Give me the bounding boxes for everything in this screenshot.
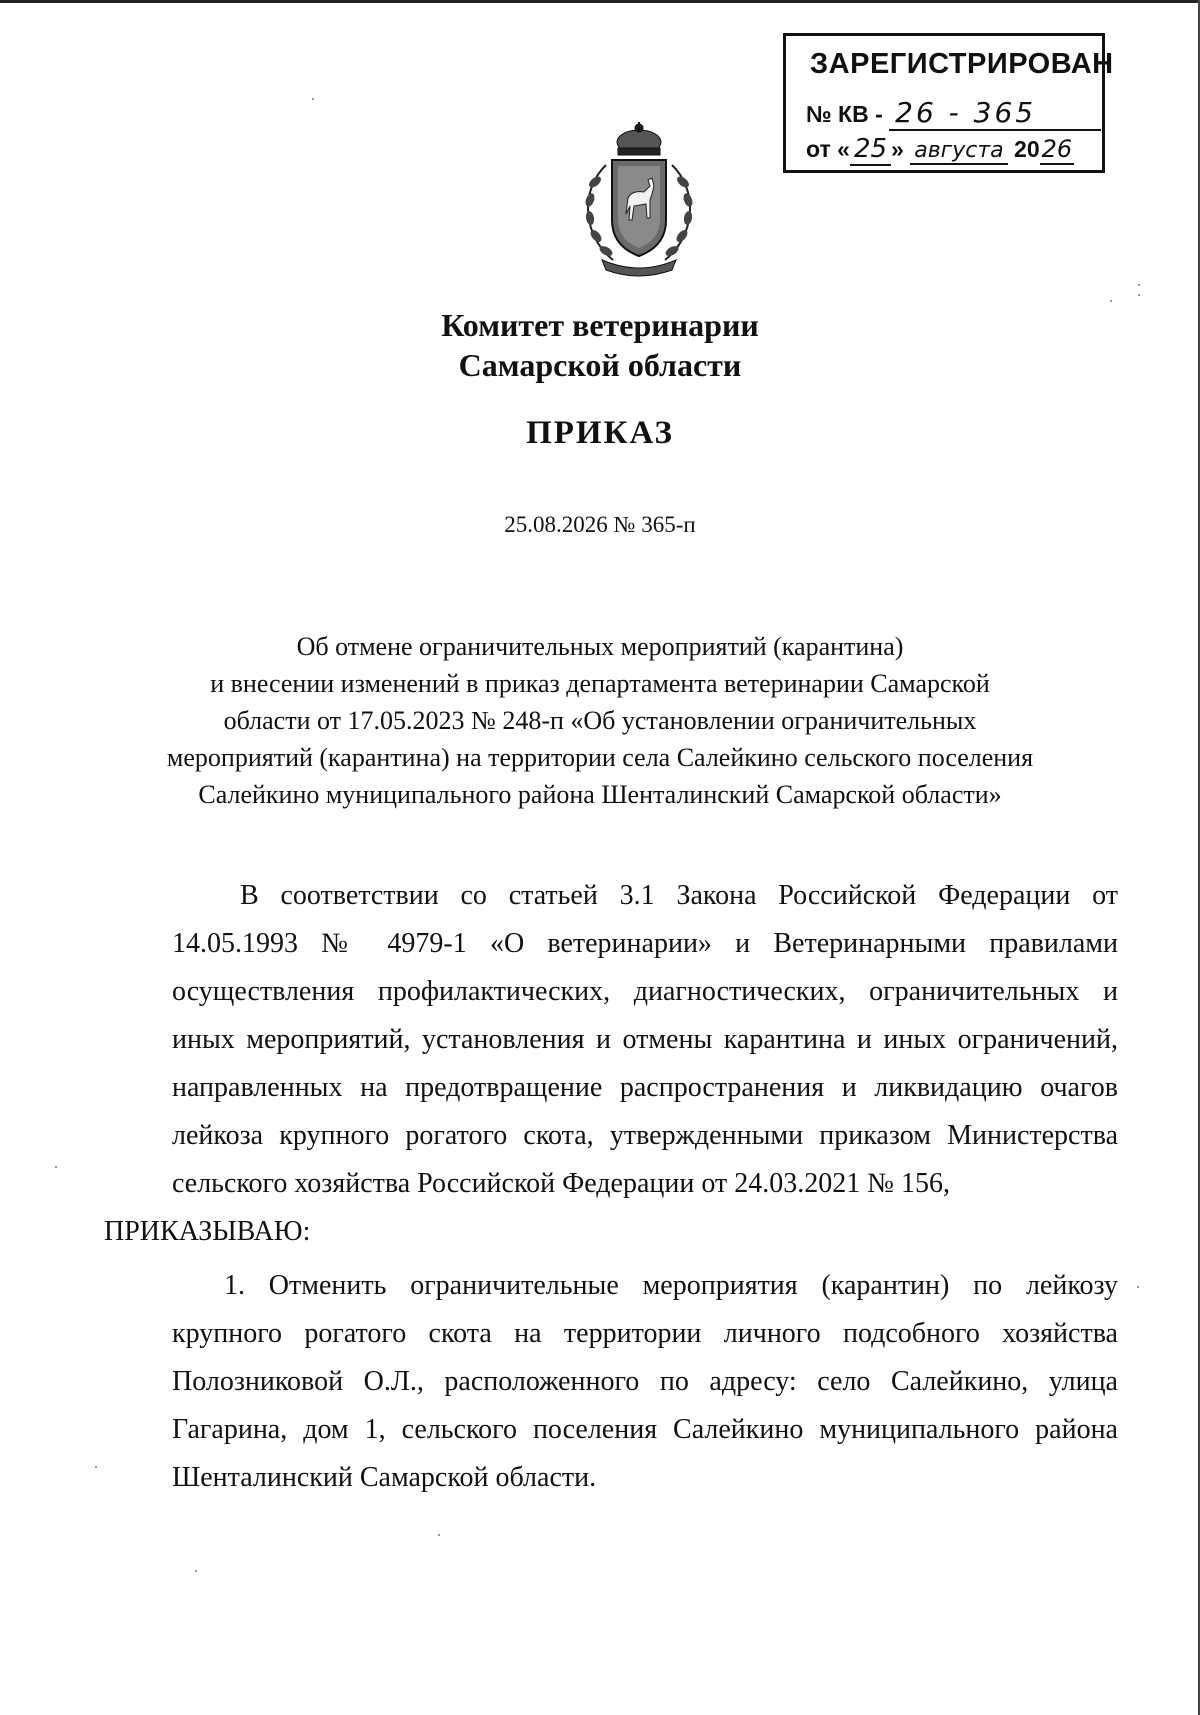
org-line-1: Комитет ветеринарии: [441, 307, 759, 343]
preamble-text: В соответствии со статьей 3.1 Закона Российской Федерации от 14.05.1993 № 4979-1 «О ветеринарии» и Ветеринарными правилами осуществления профилактических, диагностических, ограничительных и иных мероприятий, установления и отмены карантина и иных ограничений, направленных на предотвращение распространения и ликвидацию очагов лейкоза крупного рогатого скота, утвержденными приказом Министерства сельского хозяйства Российской Федерации от 24.03.2021 № 156,: [172, 880, 1118, 1199]
stamp-date-line: [806, 134, 1074, 166]
document-subject: [0, 628, 1200, 813]
scan-edge-top: [0, 0, 1200, 3]
document-number: 25.08.2026 № 365-п: [504, 512, 696, 537]
subject-line-4: мероприятий (карантина) на территории села Салейкино сельского поселения: [166, 743, 1034, 772]
order-word: ПРИКАЗЫВАЮ:: [104, 1216, 311, 1247]
stamp-year-suffix-handwritten: 26: [1041, 135, 1073, 163]
document-type: ПРИКАЗ: [526, 415, 674, 451]
stamp-date-prefix: от «: [806, 136, 850, 162]
stamp-number-handwritten: 26 - 365: [889, 96, 1101, 131]
subject-line-2: и внесении изменений в приказ департамента ветеринарии Самарской: [210, 669, 990, 698]
stamp-title: ЗАРЕГИСТРИРОВАН: [810, 48, 1114, 80]
organization-name: [0, 305, 1200, 385]
registration-stamp: [783, 33, 1114, 173]
stamp-number-line: [806, 96, 1101, 131]
stamp-date-day-handwritten: 25: [850, 134, 891, 166]
subject-line-5: Салейкино муниципального района Шенталинский Самарской области»: [198, 780, 1002, 809]
samara-coat-of-arms-icon: [568, 120, 710, 280]
subject-line-1: Об отмене ограничительных мероприятий (карантина): [296, 632, 904, 661]
order-item-1: 1. Отменить ограничительные мероприятия (карантин) по лейкозу крупного рогатого скота на территории личного подсобного хозяйства Полозниковой О.Л., расположенного по адресу: село Салейкино, улица Гагарина, дом 1, сельского поселения Салейкино муниципального района Шенталинский Самарской области.: [172, 1270, 1118, 1493]
stamp-number-prefix: № КВ -: [806, 101, 883, 127]
subject-line-3: области от 17.05.2023 № 248-п «Об установлении ограничительных: [223, 706, 977, 735]
stamp-date-mid: »: [891, 136, 904, 162]
org-line-2: Самарской области: [458, 347, 742, 383]
stamp-date-month-handwritten: августа: [910, 138, 1007, 165]
stamp-year-prefix: 20: [1014, 136, 1040, 162]
preamble-paragraph: [104, 872, 1118, 1256]
